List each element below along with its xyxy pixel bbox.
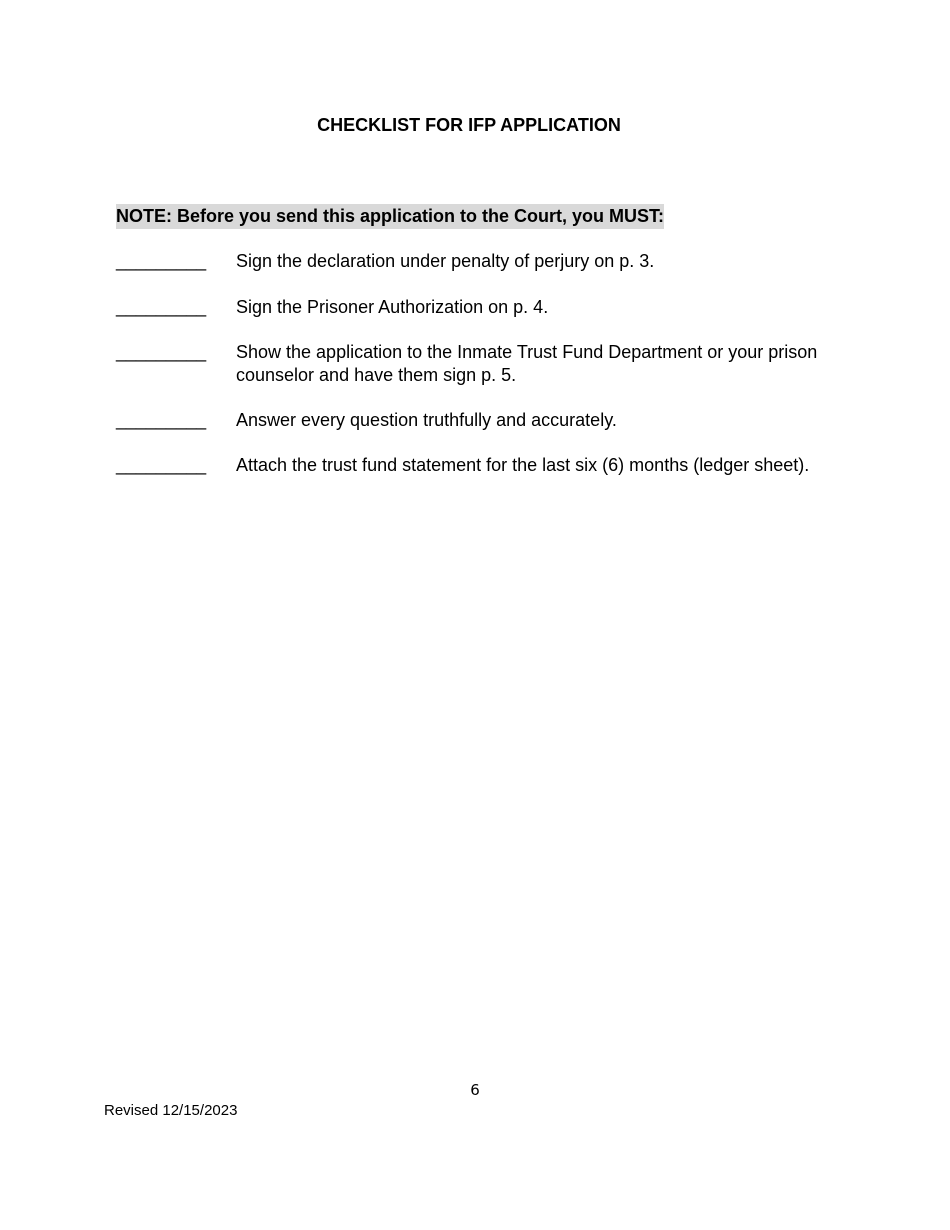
checklist-item-text: Show the application to the Inmate Trust Fund Department or your prison counselor and have them sign p. 5. — [236, 342, 818, 385]
page-number: 6 — [470, 1081, 480, 1099]
checklist-item-text: Answer every question truthfully and accurately. — [236, 410, 617, 430]
signature-blank: _________ — [116, 297, 207, 317]
checklist-item-text: Attach the trust fund statement for the last six (6) months (ledger sheet). — [236, 455, 810, 475]
signature-blank: _________ — [116, 455, 207, 475]
signature-blank: _________ — [116, 342, 207, 362]
signature-blank: _________ — [116, 410, 207, 430]
note-banner: NOTE: Before you send this application to the Court, you MUST: — [116, 204, 664, 229]
revised-date: Revised 12/15/2023 — [104, 1102, 238, 1119]
page-title: CHECKLIST FOR IFP APPLICATION — [317, 115, 621, 135]
signature-blank: _________ — [116, 251, 207, 271]
checklist-item-text: Sign the declaration under penalty of perjury on p. 3. — [236, 251, 655, 271]
checklist-item-text: Sign the Prisoner Authorization on p. 4. — [236, 297, 549, 317]
